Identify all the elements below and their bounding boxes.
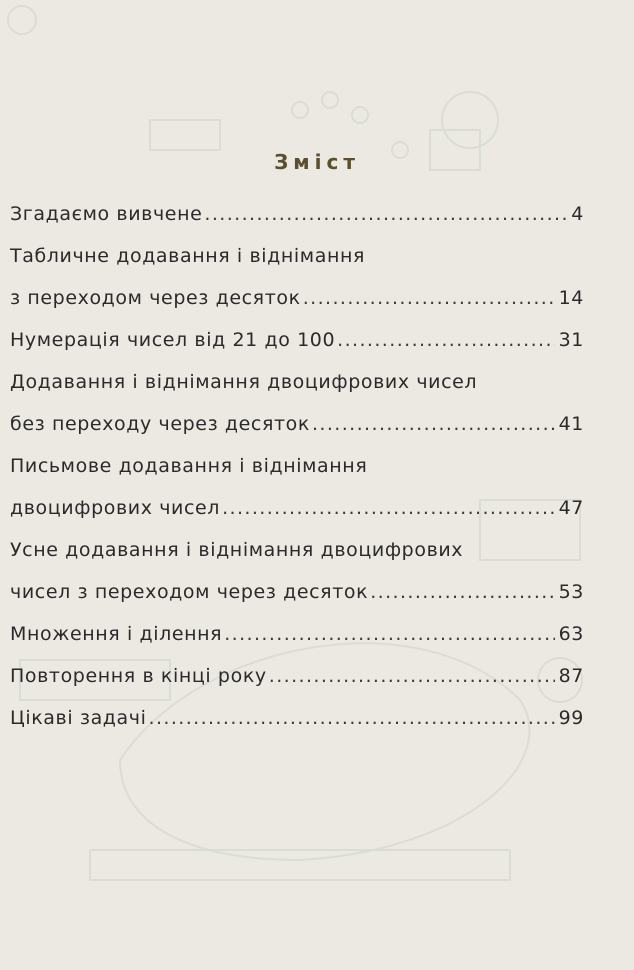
toc-line — [10, 487, 584, 529]
toc-entry-title: Цікаві задачі — [10, 707, 147, 729]
toc-entry[interactable] — [10, 445, 584, 529]
toc-entry[interactable] — [10, 529, 584, 613]
toc-entry[interactable] — [10, 319, 584, 361]
toc-entry-title-continued: чисел з переходом через десяток — [10, 581, 369, 603]
toc-entry-title: Згадаємо вивчене — [10, 203, 203, 225]
dot-leader — [222, 487, 555, 529]
toc-entry[interactable] — [10, 697, 584, 739]
dot-leader — [370, 571, 554, 613]
page-title: Зміст — [274, 150, 360, 174]
toc-line — [10, 571, 584, 613]
toc-page-number: 31 — [558, 329, 584, 351]
dot-leader — [312, 403, 555, 445]
table-of-contents — [10, 193, 584, 739]
toc-page-number: 53 — [558, 581, 584, 603]
toc-line — [10, 235, 584, 277]
toc-entry-title-continued: з переходом через десяток — [10, 287, 301, 309]
dot-leader — [204, 193, 567, 235]
dot-leader — [224, 613, 554, 655]
dot-leader — [149, 697, 555, 739]
toc-page-number: 63 — [558, 623, 584, 645]
toc-page-number: 47 — [558, 497, 584, 519]
toc-line — [10, 403, 584, 445]
toc-page-number: 99 — [558, 707, 584, 729]
toc-line — [10, 193, 584, 235]
toc-entry[interactable] — [10, 613, 584, 655]
toc-line — [10, 613, 584, 655]
toc-entry[interactable] — [10, 235, 584, 319]
toc-entry[interactable] — [10, 193, 584, 235]
toc-line — [10, 361, 584, 403]
toc-page-number: 4 — [571, 203, 584, 225]
toc-entry-title-continued: двоцифрових чисел — [10, 497, 221, 519]
toc-page-number: 41 — [558, 413, 584, 435]
dot-leader — [269, 655, 555, 697]
toc-entry-title: Множення і ділення — [10, 623, 223, 645]
toc-entry-title: Повторення в кінці року — [10, 665, 267, 687]
toc-page-number: 14 — [558, 287, 584, 309]
toc-entry-title: Нумерація чисел від 21 до 100 — [10, 329, 336, 351]
toc-entry[interactable] — [10, 655, 584, 697]
toc-entry-title: Усне додавання і віднімання двоцифрових — [10, 539, 464, 561]
toc-entry-title: Додавання і віднімання двоцифрових чисел — [10, 371, 478, 393]
toc-entry-title: Письмове додавання і віднімання — [10, 455, 368, 477]
toc-line — [10, 697, 584, 739]
toc-line — [10, 529, 584, 571]
toc-line — [10, 445, 584, 487]
toc-entry[interactable] — [10, 361, 584, 445]
toc-entry-title-continued: без переходу через десяток — [10, 413, 310, 435]
toc-line — [10, 655, 584, 697]
toc-entry-title: Табличне додавання і віднімання — [10, 245, 366, 267]
toc-line — [10, 319, 584, 361]
dot-leader — [337, 319, 554, 361]
dot-leader — [303, 277, 555, 319]
toc-page-number: 87 — [558, 665, 584, 687]
toc-line — [10, 277, 584, 319]
